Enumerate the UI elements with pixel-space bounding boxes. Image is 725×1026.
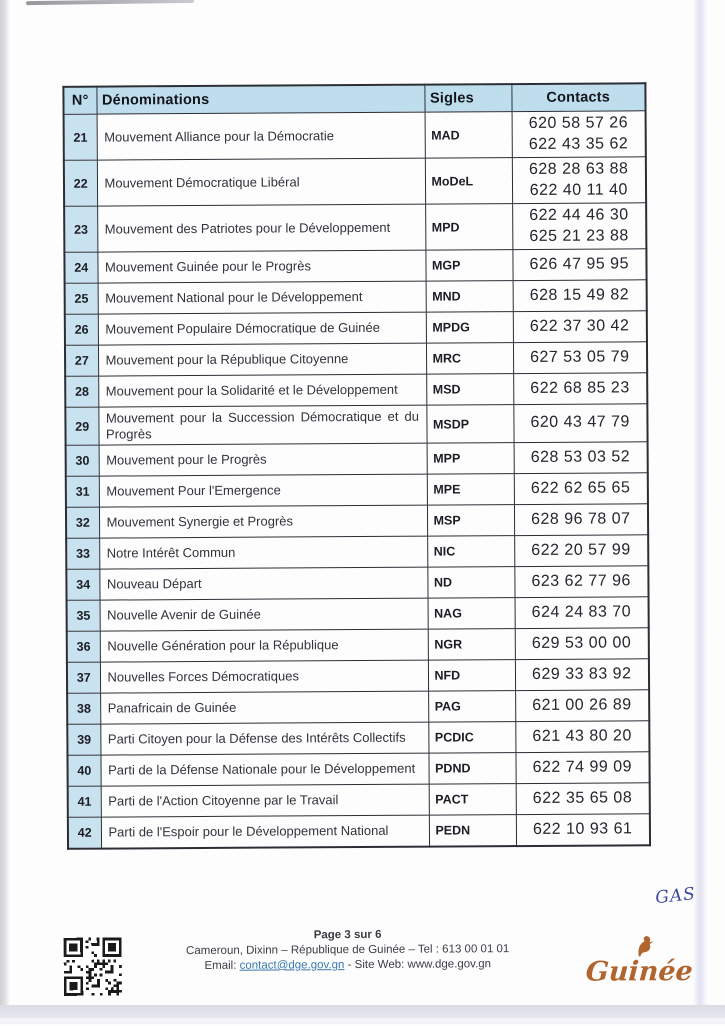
denomination-cell: Parti Citoyen pour la Défense des Intérêts Collectifs: [100, 722, 428, 755]
contacts-cell: 629 53 00 00: [515, 628, 649, 660]
table-row: [67, 690, 649, 725]
table-row: [68, 814, 650, 849]
denomination-cell: Mouvement Synergie et Progrès: [99, 505, 427, 538]
table-row: [66, 442, 648, 477]
denomination-cell: Nouvelle Génération pour la République: [100, 629, 428, 662]
sigle-cell: MRC: [426, 343, 513, 375]
row-number-cell: 37: [67, 662, 100, 693]
denomination-cell: Mouvement Alliance pour la Démocratie: [97, 112, 425, 160]
column-header-contacts: Contacts: [511, 83, 645, 111]
row-number-cell: 30: [66, 445, 99, 476]
denomination-cell: Parti de l'Action Citoyenne par le Travail: [101, 784, 429, 817]
denomination-cell: Mouvement Démocratique Libéral: [97, 158, 425, 206]
denomination-cell: Mouvement Pour l'Emergence: [99, 474, 427, 507]
table-row: [65, 373, 647, 408]
contacts-cell: 629 33 83 92: [515, 659, 649, 691]
sigle-cell: NAG: [428, 598, 515, 630]
sigle-cell: NIC: [427, 536, 514, 568]
denomination-cell: Notre Intérêt Commun: [99, 536, 427, 569]
table-row: [66, 504, 648, 539]
contacts-cell: 622 20 57 99: [514, 535, 648, 567]
table-row: [64, 203, 646, 253]
table-row: [67, 659, 649, 694]
sigle-cell: MSD: [426, 374, 513, 406]
handwritten-signature: GAS: [654, 883, 697, 909]
sigle-cell: PDND: [428, 753, 515, 785]
sigle-cell: MAD: [425, 112, 512, 159]
denomination-cell: Mouvement Guinée pour le Progrès: [97, 250, 425, 283]
table-row: [67, 752, 649, 787]
qr-code-icon: [64, 936, 122, 996]
logo-text: Guinée: [584, 955, 694, 988]
sigle-cell: PEDN: [429, 815, 516, 847]
row-number-cell: 42: [68, 817, 101, 848]
sigle-cell: MPP: [427, 443, 514, 475]
row-number-cell: 24: [64, 252, 97, 283]
denomination-cell: Nouveau Départ: [99, 567, 427, 600]
sigle-cell: MPDG: [426, 312, 513, 344]
table-header-row: [63, 83, 645, 114]
sigle-cell: MoDeL: [425, 158, 512, 205]
table-row: [67, 628, 649, 663]
table-row: [68, 783, 650, 818]
row-number-cell: 23: [64, 206, 97, 252]
sigle-cell: MPD: [425, 204, 512, 251]
row-number-cell: 34: [66, 569, 99, 600]
contacts-cell: 627 53 05 79: [513, 342, 647, 374]
table-row: [65, 311, 647, 346]
contacts-cell: 628 15 49 82: [513, 280, 647, 312]
page-number: Page 3 sur 6: [313, 928, 382, 942]
sigle-cell: MND: [426, 281, 513, 313]
contacts-cell: 628 53 03 52: [514, 442, 648, 474]
denomination-cell: Nouvelles Forces Démocratiques: [100, 660, 428, 693]
bird-icon: [631, 934, 657, 958]
contacts-cell: 620 43 47 79: [513, 404, 647, 443]
contacts-cell: 622 74 99 09: [515, 752, 649, 784]
sigle-cell: MPE: [427, 474, 514, 506]
table-row: [66, 566, 648, 601]
site-label: Site Web:: [354, 958, 405, 972]
table-row: [66, 473, 648, 508]
row-number-cell: 28: [65, 376, 98, 407]
denomination-cell: Mouvement pour la République Citoyenne: [98, 343, 426, 376]
sigle-cell: PCDIC: [428, 722, 515, 754]
table-row: [67, 721, 649, 756]
contacts-cell: 622 62 65 65: [514, 473, 648, 505]
row-number-cell: 33: [66, 538, 99, 569]
table-row: [64, 111, 646, 161]
table-row: [65, 280, 647, 315]
denomination-cell: Mouvement pour la Solidarité et le Développement: [98, 374, 426, 407]
denomination-cell: Mouvement pour le Progrès: [99, 443, 427, 476]
site-url: www.dge.gov.gn: [407, 958, 492, 971]
denomination-cell: Parti de la Défense Nationale pour le Développement: [100, 753, 428, 786]
table-row: [66, 535, 648, 570]
row-number-cell: 22: [64, 160, 97, 206]
sigle-cell: MGP: [425, 250, 512, 282]
sigle-cell: NFD: [428, 660, 515, 692]
row-number-cell: 26: [65, 314, 98, 345]
sigle-cell: PACT: [429, 784, 516, 816]
denomination-cell: Nouvelle Avenir de Guinée: [100, 598, 428, 631]
sigle-cell: MSDP: [426, 405, 513, 444]
contacts-cell: 620 58 57 26 622 43 35 62: [512, 111, 646, 158]
sigle-cell: PAG: [428, 691, 515, 723]
table-row: [65, 404, 647, 446]
contacts-cell: 621 00 26 89: [515, 690, 649, 722]
sigle-cell: MSP: [427, 505, 514, 537]
row-number-cell: 29: [65, 407, 98, 445]
footer-separator: -: [344, 959, 355, 972]
table-row: [67, 597, 649, 632]
contacts-cell: 628 28 63 88 622 40 11 40: [512, 157, 646, 204]
column-header-num: N°: [63, 87, 96, 115]
email-label: Email:: [204, 959, 237, 972]
row-number-cell: 25: [65, 283, 98, 314]
row-number-cell: 27: [65, 345, 98, 376]
row-number-cell: 40: [67, 755, 100, 786]
contacts-cell: 622 37 30 42: [513, 311, 647, 343]
contacts-cell: 628 96 78 07: [514, 504, 648, 536]
denomination-cell: Mouvement National pour le Développement: [98, 281, 426, 314]
denomination-cell: Panafricain de Guinée: [100, 691, 428, 724]
row-number-cell: 41: [68, 786, 101, 817]
row-number-cell: 36: [67, 631, 100, 662]
footer-address: Cameroun, Dixinn – République de Guinée – Tel : 613 00 01 01: [185, 943, 510, 958]
row-number-cell: 32: [66, 507, 99, 538]
footer-text-block: [123, 927, 573, 975]
footer-contact-line: [123, 957, 573, 975]
parties-table: [62, 82, 651, 849]
page-footer: [3, 926, 725, 1006]
table-row: [65, 342, 647, 377]
row-number-cell: 21: [64, 114, 97, 160]
column-header-denominations: Dénominations: [96, 85, 424, 115]
contacts-cell: 622 35 65 08: [516, 783, 650, 815]
table-row: [64, 249, 646, 284]
row-number-cell: 31: [66, 476, 99, 507]
email-link[interactable]: contact@dge.gov.gn: [239, 959, 345, 972]
contacts-cell: 622 44 46 30 625 21 23 88: [512, 203, 646, 250]
contacts-cell: 623 62 77 96: [514, 566, 648, 598]
denomination-cell: Parti de l'Espoir pour le Développement National: [101, 815, 429, 848]
table-body: [64, 111, 650, 849]
contacts-cell: 626 47 95 95: [512, 249, 646, 281]
contacts-cell: 624 24 83 70: [515, 597, 649, 629]
contacts-cell: 621 43 80 20: [515, 721, 649, 753]
denomination-cell: Mouvement des Patriotes pour le Développement: [97, 204, 425, 252]
parties-table-wrap: [62, 82, 649, 849]
sigle-cell: ND: [427, 567, 514, 599]
contacts-cell: 622 10 93 61: [516, 814, 650, 846]
denomination-cell: Mouvement pour la Succession Démocratique et du Progrès: [98, 405, 426, 445]
sigle-cell: NGR: [428, 629, 515, 661]
row-number-cell: 38: [67, 693, 100, 724]
denomination-cell: Mouvement Populaire Démocratique de Guinée: [98, 312, 426, 345]
contacts-cell: 622 68 85 23: [513, 373, 647, 405]
column-header-sigles: Sigles: [424, 84, 511, 112]
table-row: [64, 157, 646, 207]
guinee-logo: [584, 938, 694, 995]
row-number-cell: 39: [67, 724, 100, 755]
row-number-cell: 35: [67, 600, 100, 631]
